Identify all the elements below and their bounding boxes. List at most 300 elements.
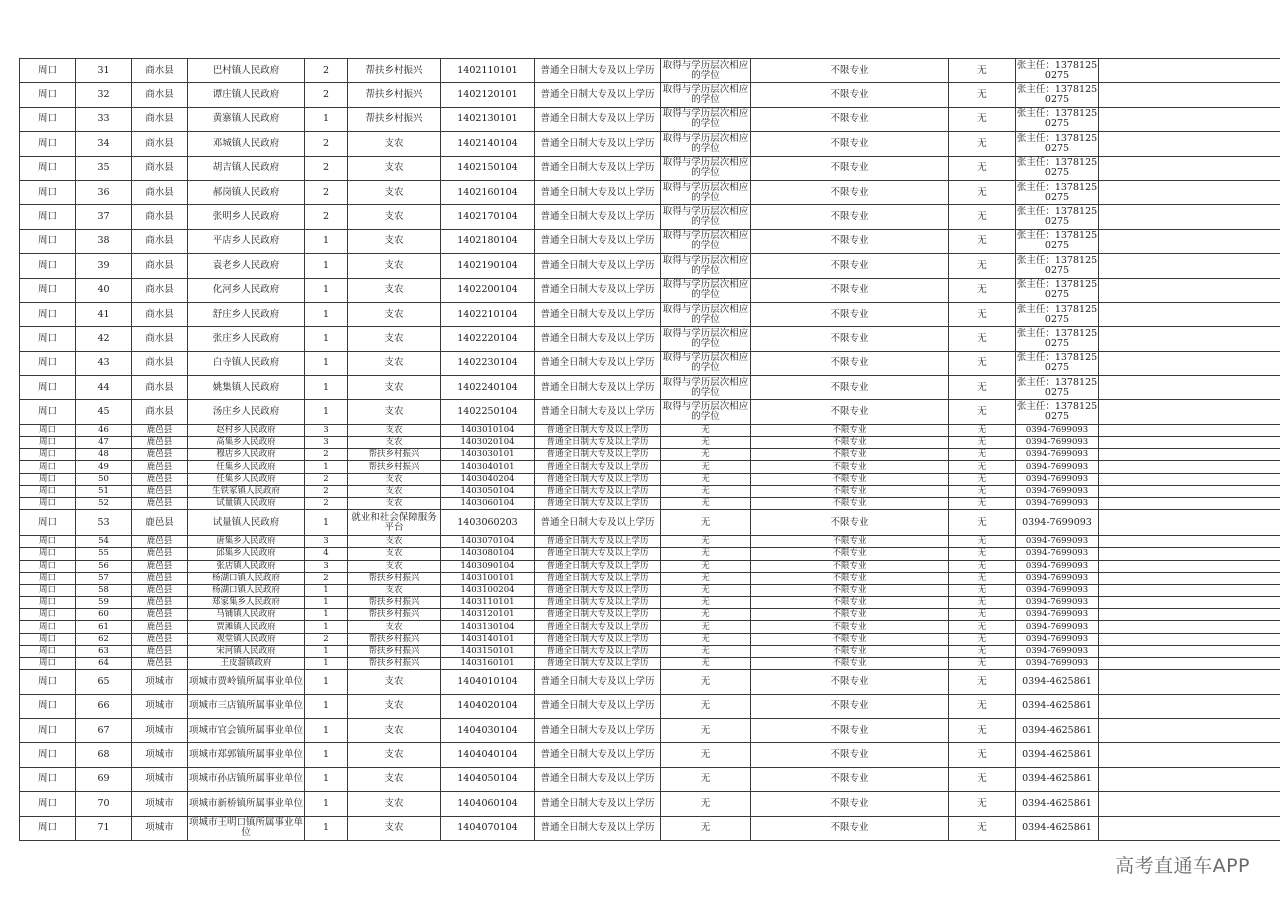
count-cell: 1 bbox=[305, 254, 348, 278]
count-cell: 1 bbox=[305, 658, 348, 670]
remark-cell bbox=[1099, 560, 1280, 572]
county-cell: 商水县 bbox=[132, 254, 188, 278]
count-cell: 1 bbox=[305, 597, 348, 609]
other-cell: 无 bbox=[949, 719, 1016, 743]
major-cell: 不限专业 bbox=[751, 473, 949, 485]
city-cell: 周口 bbox=[20, 83, 76, 107]
seq-cell: 31 bbox=[76, 59, 132, 83]
seq-cell: 65 bbox=[76, 670, 132, 694]
seq-cell: 39 bbox=[76, 254, 132, 278]
seq-cell: 64 bbox=[76, 658, 132, 670]
major-cell: 不限专业 bbox=[751, 278, 949, 302]
other-cell: 无 bbox=[949, 376, 1016, 400]
seq-cell: 40 bbox=[76, 278, 132, 302]
code-cell: 1403110101 bbox=[441, 597, 535, 609]
contact-cell: 0394-7699093 bbox=[1016, 609, 1099, 621]
major-cell: 不限专业 bbox=[751, 743, 949, 767]
unit-cell: 舒庄乡人民政府 bbox=[188, 302, 305, 326]
seq-cell: 71 bbox=[76, 816, 132, 840]
table-row bbox=[20, 107, 1280, 131]
unit-cell: 观堂镇人民政府 bbox=[188, 633, 305, 645]
position-cell: 支农 bbox=[348, 743, 441, 767]
code-cell: 1403060104 bbox=[441, 497, 535, 509]
county-cell: 鹿邑县 bbox=[132, 645, 188, 657]
code-cell: 1403040204 bbox=[441, 473, 535, 485]
major-cell: 不限专业 bbox=[751, 400, 949, 424]
code-cell: 1402140104 bbox=[441, 132, 535, 156]
code-cell: 1402160104 bbox=[441, 180, 535, 204]
degree-cell: 无 bbox=[661, 473, 751, 485]
city-cell: 周口 bbox=[20, 719, 76, 743]
contact-cell: 0394-7699093 bbox=[1016, 485, 1099, 497]
remark-cell bbox=[1099, 156, 1280, 180]
county-cell: 鹿邑县 bbox=[132, 473, 188, 485]
remark-cell bbox=[1099, 694, 1280, 718]
unit-cell: 项城市贾岭镇所属事业单位 bbox=[188, 670, 305, 694]
major-cell: 不限专业 bbox=[751, 633, 949, 645]
position-cell: 支农 bbox=[348, 767, 441, 791]
city-cell: 周口 bbox=[20, 254, 76, 278]
table-row bbox=[20, 229, 1280, 253]
position-cell: 支农 bbox=[348, 254, 441, 278]
count-cell: 2 bbox=[305, 83, 348, 107]
education-cell: 普通全日制大专及以上学历 bbox=[535, 180, 661, 204]
major-cell: 不限专业 bbox=[751, 449, 949, 461]
city-cell: 周口 bbox=[20, 497, 76, 509]
code-cell: 1402200104 bbox=[441, 278, 535, 302]
seq-cell: 43 bbox=[76, 351, 132, 375]
contact-cell: 张主任：13781250275 bbox=[1016, 254, 1099, 278]
other-cell: 无 bbox=[949, 645, 1016, 657]
remark-cell bbox=[1099, 536, 1280, 548]
count-cell: 1 bbox=[305, 327, 348, 351]
other-cell: 无 bbox=[949, 424, 1016, 436]
education-cell: 普通全日制大专及以上学历 bbox=[535, 107, 661, 131]
table-row bbox=[20, 645, 1280, 657]
count-cell: 1 bbox=[305, 229, 348, 253]
position-cell: 支农 bbox=[348, 536, 441, 548]
position-cell: 支农 bbox=[348, 302, 441, 326]
unit-cell: 邓城镇人民政府 bbox=[188, 132, 305, 156]
county-cell: 鹿邑县 bbox=[132, 658, 188, 670]
degree-cell: 取得与学历层次相应的学位 bbox=[661, 327, 751, 351]
county-cell: 项城市 bbox=[132, 719, 188, 743]
table-row bbox=[20, 302, 1280, 326]
degree-cell: 无 bbox=[661, 792, 751, 816]
major-cell: 不限专业 bbox=[751, 548, 949, 560]
county-cell: 项城市 bbox=[132, 670, 188, 694]
unit-cell: 马铺镇人民政府 bbox=[188, 609, 305, 621]
position-cell: 支农 bbox=[348, 376, 441, 400]
county-cell: 项城市 bbox=[132, 694, 188, 718]
count-cell: 1 bbox=[305, 584, 348, 596]
degree-cell: 无 bbox=[661, 609, 751, 621]
degree-cell: 无 bbox=[661, 536, 751, 548]
city-cell: 周口 bbox=[20, 278, 76, 302]
count-cell: 2 bbox=[305, 205, 348, 229]
county-cell: 鹿邑县 bbox=[132, 485, 188, 497]
unit-cell: 宋河镇人民政府 bbox=[188, 645, 305, 657]
major-cell: 不限专业 bbox=[751, 351, 949, 375]
seq-cell: 47 bbox=[76, 437, 132, 449]
education-cell: 普通全日制大专及以上学历 bbox=[535, 816, 661, 840]
county-cell: 鹿邑县 bbox=[132, 572, 188, 584]
city-cell: 周口 bbox=[20, 548, 76, 560]
degree-cell: 无 bbox=[661, 485, 751, 497]
code-cell: 1403120101 bbox=[441, 609, 535, 621]
county-cell: 鹿邑县 bbox=[132, 497, 188, 509]
code-cell: 1404030104 bbox=[441, 719, 535, 743]
education-cell: 普通全日制大专及以上学历 bbox=[535, 278, 661, 302]
count-cell: 1 bbox=[305, 670, 348, 694]
degree-cell: 取得与学历层次相应的学位 bbox=[661, 254, 751, 278]
contact-cell: 张主任：13781250275 bbox=[1016, 278, 1099, 302]
code-cell: 1402250104 bbox=[441, 400, 535, 424]
unit-cell: 杨湖口镇人民政府 bbox=[188, 572, 305, 584]
table-row bbox=[20, 572, 1280, 584]
code-cell: 1402130101 bbox=[441, 107, 535, 131]
table-row bbox=[20, 327, 1280, 351]
county-cell: 商水县 bbox=[132, 59, 188, 83]
county-cell: 鹿邑县 bbox=[132, 424, 188, 436]
contact-cell: 张主任：13781250275 bbox=[1016, 132, 1099, 156]
code-cell: 1403070104 bbox=[441, 536, 535, 548]
degree-cell: 无 bbox=[661, 767, 751, 791]
count-cell: 3 bbox=[305, 560, 348, 572]
count-cell: 1 bbox=[305, 767, 348, 791]
city-cell: 周口 bbox=[20, 229, 76, 253]
unit-cell: 任集乡人民政府 bbox=[188, 473, 305, 485]
unit-cell: 贾滩镇人民政府 bbox=[188, 621, 305, 633]
degree-cell: 取得与学历层次相应的学位 bbox=[661, 376, 751, 400]
code-cell: 1403090104 bbox=[441, 560, 535, 572]
city-cell: 周口 bbox=[20, 437, 76, 449]
major-cell: 不限专业 bbox=[751, 497, 949, 509]
city-cell: 周口 bbox=[20, 584, 76, 596]
city-cell: 周口 bbox=[20, 180, 76, 204]
code-cell: 1403060203 bbox=[441, 510, 535, 536]
count-cell: 1 bbox=[305, 302, 348, 326]
code-cell: 1403050104 bbox=[441, 485, 535, 497]
unit-cell: 汤庄乡人民政府 bbox=[188, 400, 305, 424]
position-cell: 支农 bbox=[348, 497, 441, 509]
city-cell: 周口 bbox=[20, 536, 76, 548]
position-cell: 支农 bbox=[348, 400, 441, 424]
county-cell: 鹿邑县 bbox=[132, 437, 188, 449]
county-cell: 鹿邑县 bbox=[132, 584, 188, 596]
education-cell: 普通全日制大专及以上学历 bbox=[535, 694, 661, 718]
seq-cell: 42 bbox=[76, 327, 132, 351]
code-cell: 1404040104 bbox=[441, 743, 535, 767]
contact-cell: 0394-7699093 bbox=[1016, 645, 1099, 657]
degree-cell: 取得与学历层次相应的学位 bbox=[661, 400, 751, 424]
remark-cell bbox=[1099, 719, 1280, 743]
major-cell: 不限专业 bbox=[751, 327, 949, 351]
table-row bbox=[20, 658, 1280, 670]
education-cell: 普通全日制大专及以上学历 bbox=[535, 302, 661, 326]
other-cell: 无 bbox=[949, 584, 1016, 596]
county-cell: 鹿邑县 bbox=[132, 560, 188, 572]
count-cell: 1 bbox=[305, 645, 348, 657]
remark-cell bbox=[1099, 278, 1280, 302]
city-cell: 周口 bbox=[20, 132, 76, 156]
major-cell: 不限专业 bbox=[751, 584, 949, 596]
table-row bbox=[20, 497, 1280, 509]
education-cell: 普通全日制大专及以上学历 bbox=[535, 609, 661, 621]
table-row bbox=[20, 132, 1280, 156]
education-cell: 普通全日制大专及以上学历 bbox=[535, 376, 661, 400]
other-cell: 无 bbox=[949, 59, 1016, 83]
count-cell: 1 bbox=[305, 400, 348, 424]
major-cell: 不限专业 bbox=[751, 59, 949, 83]
remark-cell bbox=[1099, 621, 1280, 633]
unit-cell: 项城市郑郭镇所属事业单位 bbox=[188, 743, 305, 767]
unit-cell: 袁老乡人民政府 bbox=[188, 254, 305, 278]
degree-cell: 无 bbox=[661, 461, 751, 473]
position-cell: 帮扶乡村振兴 bbox=[348, 572, 441, 584]
count-cell: 2 bbox=[305, 572, 348, 584]
other-cell: 无 bbox=[949, 437, 1016, 449]
other-cell: 无 bbox=[949, 694, 1016, 718]
major-cell: 不限专业 bbox=[751, 560, 949, 572]
position-cell: 帮扶乡村振兴 bbox=[348, 609, 441, 621]
education-cell: 普通全日制大专及以上学历 bbox=[535, 497, 661, 509]
major-cell: 不限专业 bbox=[751, 302, 949, 326]
unit-cell: 项城市官会镇所属事业单位 bbox=[188, 719, 305, 743]
major-cell: 不限专业 bbox=[751, 83, 949, 107]
unit-cell: 项城市孙店镇所属事业单位 bbox=[188, 767, 305, 791]
contact-cell: 张主任：13781250275 bbox=[1016, 83, 1099, 107]
city-cell: 周口 bbox=[20, 694, 76, 718]
other-cell: 无 bbox=[949, 609, 1016, 621]
county-cell: 商水县 bbox=[132, 376, 188, 400]
other-cell: 无 bbox=[949, 229, 1016, 253]
unit-cell: 化河乡人民政府 bbox=[188, 278, 305, 302]
code-cell: 1402240104 bbox=[441, 376, 535, 400]
city-cell: 周口 bbox=[20, 645, 76, 657]
code-cell: 1403080104 bbox=[441, 548, 535, 560]
seq-cell: 62 bbox=[76, 633, 132, 645]
unit-cell: 张明乡人民政府 bbox=[188, 205, 305, 229]
county-cell: 鹿邑县 bbox=[132, 633, 188, 645]
education-cell: 普通全日制大专及以上学历 bbox=[535, 473, 661, 485]
county-cell: 商水县 bbox=[132, 327, 188, 351]
unit-cell: 赵村乡人民政府 bbox=[188, 424, 305, 436]
remark-cell bbox=[1099, 510, 1280, 536]
major-cell: 不限专业 bbox=[751, 694, 949, 718]
table-row bbox=[20, 83, 1280, 107]
table-row bbox=[20, 633, 1280, 645]
degree-cell: 取得与学历层次相应的学位 bbox=[661, 132, 751, 156]
code-cell: 1402180104 bbox=[441, 229, 535, 253]
degree-cell: 取得与学历层次相应的学位 bbox=[661, 83, 751, 107]
count-cell: 1 bbox=[305, 719, 348, 743]
count-cell: 1 bbox=[305, 510, 348, 536]
code-cell: 1404020104 bbox=[441, 694, 535, 718]
education-cell: 普通全日制大专及以上学历 bbox=[535, 645, 661, 657]
code-cell: 1402170104 bbox=[441, 205, 535, 229]
remark-cell bbox=[1099, 633, 1280, 645]
major-cell: 不限专业 bbox=[751, 609, 949, 621]
remark-cell bbox=[1099, 351, 1280, 375]
degree-cell: 无 bbox=[661, 658, 751, 670]
remark-cell bbox=[1099, 792, 1280, 816]
degree-cell: 取得与学历层次相应的学位 bbox=[661, 302, 751, 326]
contact-cell: 0394-4625861 bbox=[1016, 816, 1099, 840]
position-cell: 支农 bbox=[348, 584, 441, 596]
city-cell: 周口 bbox=[20, 560, 76, 572]
major-cell: 不限专业 bbox=[751, 597, 949, 609]
unit-cell: 高集乡人民政府 bbox=[188, 437, 305, 449]
other-cell: 无 bbox=[949, 254, 1016, 278]
degree-cell: 取得与学历层次相应的学位 bbox=[661, 180, 751, 204]
other-cell: 无 bbox=[949, 572, 1016, 584]
city-cell: 周口 bbox=[20, 767, 76, 791]
city-cell: 周口 bbox=[20, 485, 76, 497]
major-cell: 不限专业 bbox=[751, 205, 949, 229]
contact-cell: 张主任：13781250275 bbox=[1016, 107, 1099, 131]
remark-cell bbox=[1099, 670, 1280, 694]
county-cell: 商水县 bbox=[132, 180, 188, 204]
remark-cell bbox=[1099, 473, 1280, 485]
other-cell: 无 bbox=[949, 670, 1016, 694]
code-cell: 1404010104 bbox=[441, 670, 535, 694]
seq-cell: 66 bbox=[76, 694, 132, 718]
position-cell: 支农 bbox=[348, 694, 441, 718]
seq-cell: 34 bbox=[76, 132, 132, 156]
position-cell: 支农 bbox=[348, 548, 441, 560]
education-cell: 普通全日制大专及以上学历 bbox=[535, 572, 661, 584]
education-cell: 普通全日制大专及以上学历 bbox=[535, 449, 661, 461]
position-cell: 帮扶乡村振兴 bbox=[348, 83, 441, 107]
seq-cell: 46 bbox=[76, 424, 132, 436]
county-cell: 商水县 bbox=[132, 83, 188, 107]
city-cell: 周口 bbox=[20, 743, 76, 767]
major-cell: 不限专业 bbox=[751, 376, 949, 400]
other-cell: 无 bbox=[949, 180, 1016, 204]
contact-cell: 张主任：13781250275 bbox=[1016, 327, 1099, 351]
table-row bbox=[20, 536, 1280, 548]
seq-cell: 35 bbox=[76, 156, 132, 180]
unit-cell: 项城市王明口镇所属事业单位 bbox=[188, 816, 305, 840]
count-cell: 3 bbox=[305, 536, 348, 548]
contact-cell: 0394-7699093 bbox=[1016, 658, 1099, 670]
degree-cell: 无 bbox=[661, 437, 751, 449]
contact-cell: 0394-4625861 bbox=[1016, 767, 1099, 791]
contact-cell: 0394-4625861 bbox=[1016, 792, 1099, 816]
education-cell: 普通全日制大专及以上学历 bbox=[535, 719, 661, 743]
city-cell: 周口 bbox=[20, 816, 76, 840]
table-row bbox=[20, 485, 1280, 497]
education-cell: 普通全日制大专及以上学历 bbox=[535, 254, 661, 278]
count-cell: 2 bbox=[305, 473, 348, 485]
position-cell: 帮扶乡村振兴 bbox=[348, 633, 441, 645]
education-cell: 普通全日制大专及以上学历 bbox=[535, 633, 661, 645]
county-cell: 商水县 bbox=[132, 229, 188, 253]
position-cell: 支农 bbox=[348, 132, 441, 156]
position-cell: 支农 bbox=[348, 621, 441, 633]
code-cell: 1404050104 bbox=[441, 767, 535, 791]
education-cell: 普通全日制大专及以上学历 bbox=[535, 437, 661, 449]
degree-cell: 无 bbox=[661, 510, 751, 536]
contact-cell: 0394-4625861 bbox=[1016, 694, 1099, 718]
remark-cell bbox=[1099, 449, 1280, 461]
major-cell: 不限专业 bbox=[751, 461, 949, 473]
position-cell: 帮扶乡村振兴 bbox=[348, 658, 441, 670]
seq-cell: 68 bbox=[76, 743, 132, 767]
county-cell: 商水县 bbox=[132, 132, 188, 156]
other-cell: 无 bbox=[949, 621, 1016, 633]
position-cell: 帮扶乡村振兴 bbox=[348, 645, 441, 657]
seq-cell: 33 bbox=[76, 107, 132, 131]
remark-cell bbox=[1099, 743, 1280, 767]
education-cell: 普通全日制大专及以上学历 bbox=[535, 536, 661, 548]
remark-cell bbox=[1099, 424, 1280, 436]
major-cell: 不限专业 bbox=[751, 536, 949, 548]
other-cell: 无 bbox=[949, 302, 1016, 326]
degree-cell: 无 bbox=[661, 560, 751, 572]
other-cell: 无 bbox=[949, 816, 1016, 840]
major-cell: 不限专业 bbox=[751, 156, 949, 180]
other-cell: 无 bbox=[949, 792, 1016, 816]
other-cell: 无 bbox=[949, 658, 1016, 670]
major-cell: 不限专业 bbox=[751, 670, 949, 694]
seq-cell: 63 bbox=[76, 645, 132, 657]
code-cell: 1403150101 bbox=[441, 645, 535, 657]
education-cell: 普通全日制大专及以上学历 bbox=[535, 424, 661, 436]
count-cell: 3 bbox=[305, 424, 348, 436]
county-cell: 商水县 bbox=[132, 205, 188, 229]
code-cell: 1402220104 bbox=[441, 327, 535, 351]
position-cell: 就业和社会保障服务平台 bbox=[348, 510, 441, 536]
count-cell: 1 bbox=[305, 107, 348, 131]
unit-cell: 项城市新桥镇所属事业单位 bbox=[188, 792, 305, 816]
unit-cell: 白寺镇人民政府 bbox=[188, 351, 305, 375]
seq-cell: 61 bbox=[76, 621, 132, 633]
table-row bbox=[20, 670, 1280, 694]
city-cell: 周口 bbox=[20, 205, 76, 229]
education-cell: 普通全日制大专及以上学历 bbox=[535, 584, 661, 596]
education-cell: 普通全日制大专及以上学历 bbox=[535, 83, 661, 107]
unit-cell: 邱集乡人民政府 bbox=[188, 548, 305, 560]
county-cell: 项城市 bbox=[132, 816, 188, 840]
city-cell: 周口 bbox=[20, 59, 76, 83]
table-row bbox=[20, 278, 1280, 302]
table-row bbox=[20, 437, 1280, 449]
education-cell: 普通全日制大专及以上学历 bbox=[535, 229, 661, 253]
education-cell: 普通全日制大专及以上学历 bbox=[535, 156, 661, 180]
degree-cell: 无 bbox=[661, 621, 751, 633]
unit-cell: 杨湖口镇人民政府 bbox=[188, 584, 305, 596]
city-cell: 周口 bbox=[20, 351, 76, 375]
table-row bbox=[20, 156, 1280, 180]
unit-cell: 项城市三店镇所属事业单位 bbox=[188, 694, 305, 718]
code-cell: 1402230104 bbox=[441, 351, 535, 375]
seq-cell: 56 bbox=[76, 560, 132, 572]
contact-cell: 张主任：13781250275 bbox=[1016, 59, 1099, 83]
code-cell: 1403100204 bbox=[441, 584, 535, 596]
table-row bbox=[20, 719, 1280, 743]
major-cell: 不限专业 bbox=[751, 792, 949, 816]
code-cell: 1402120101 bbox=[441, 83, 535, 107]
remark-cell bbox=[1099, 437, 1280, 449]
code-cell: 1402150104 bbox=[441, 156, 535, 180]
contact-cell: 张主任：13781250275 bbox=[1016, 302, 1099, 326]
remark-cell bbox=[1099, 180, 1280, 204]
contact-cell: 0394-7699093 bbox=[1016, 633, 1099, 645]
seq-cell: 41 bbox=[76, 302, 132, 326]
contact-cell: 张主任：13781250275 bbox=[1016, 205, 1099, 229]
